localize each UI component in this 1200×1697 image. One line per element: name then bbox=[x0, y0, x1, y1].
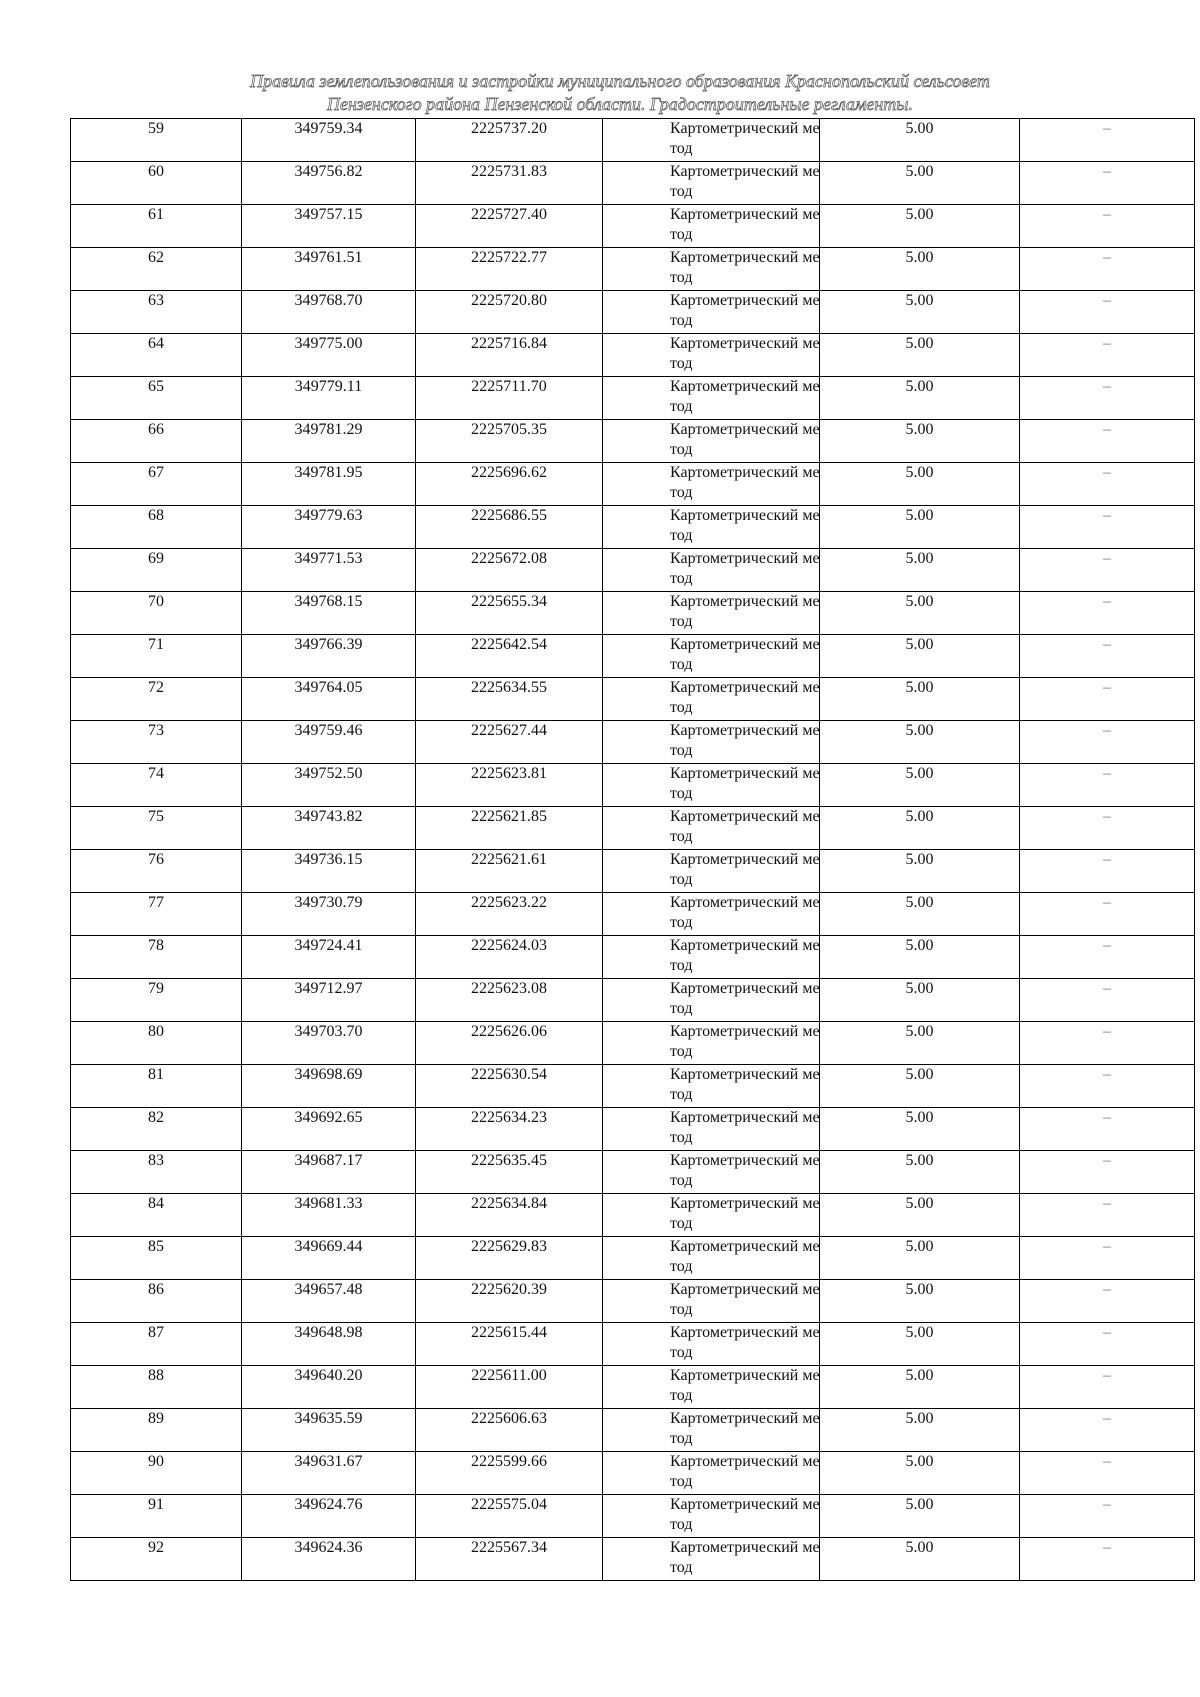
accuracy-cell: 5.00 bbox=[820, 592, 1020, 635]
method-cell bbox=[603, 1452, 820, 1495]
x-coordinate-cell: 349761.51 bbox=[242, 248, 416, 291]
x-coordinate-cell: 349724.41 bbox=[242, 936, 416, 979]
table-row bbox=[71, 764, 1195, 807]
table-row bbox=[71, 807, 1195, 850]
note-cell: – bbox=[1020, 678, 1195, 721]
method-cell bbox=[603, 635, 820, 678]
coordinates-table-body bbox=[71, 119, 1195, 1581]
table-row bbox=[71, 721, 1195, 764]
x-coordinate-cell: 349779.63 bbox=[242, 506, 416, 549]
method-text: Картометрический метод bbox=[670, 335, 820, 372]
x-coordinate-cell: 349698.69 bbox=[242, 1065, 416, 1108]
coordinates-table bbox=[70, 118, 1195, 1581]
note-cell: – bbox=[1020, 1366, 1195, 1409]
y-coordinate-cell: 2225623.22 bbox=[416, 893, 603, 936]
x-coordinate-cell: 349640.20 bbox=[242, 1366, 416, 1409]
accuracy-cell: 5.00 bbox=[820, 506, 1020, 549]
x-coordinate-cell: 349736.15 bbox=[242, 850, 416, 893]
y-coordinate-cell: 2225722.77 bbox=[416, 248, 603, 291]
table-row bbox=[71, 119, 1195, 162]
method-cell bbox=[603, 1538, 820, 1581]
y-coordinate-cell: 2225630.54 bbox=[416, 1065, 603, 1108]
accuracy-cell: 5.00 bbox=[820, 850, 1020, 893]
y-coordinate-cell: 2225611.00 bbox=[416, 1366, 603, 1409]
point-number-cell: 67 bbox=[71, 463, 242, 506]
accuracy-cell: 5.00 bbox=[820, 334, 1020, 377]
y-coordinate-cell: 2225634.55 bbox=[416, 678, 603, 721]
accuracy-cell: 5.00 bbox=[820, 1452, 1020, 1495]
y-coordinate-cell: 2225626.06 bbox=[416, 1022, 603, 1065]
method-text: Картометрический метод bbox=[670, 851, 820, 888]
point-number-cell: 63 bbox=[71, 291, 242, 334]
method-cell bbox=[603, 291, 820, 334]
y-coordinate-cell: 2225737.20 bbox=[416, 119, 603, 162]
accuracy-cell: 5.00 bbox=[820, 1237, 1020, 1280]
table-row bbox=[71, 1237, 1195, 1280]
method-cell bbox=[603, 1151, 820, 1194]
y-coordinate-cell: 2225705.35 bbox=[416, 420, 603, 463]
note-cell: – bbox=[1020, 205, 1195, 248]
method-text: Картометрический метод bbox=[670, 120, 820, 157]
method-cell bbox=[603, 678, 820, 721]
accuracy-cell: 5.00 bbox=[820, 893, 1020, 936]
x-coordinate-cell: 349692.65 bbox=[242, 1108, 416, 1151]
point-number-cell: 79 bbox=[71, 979, 242, 1022]
point-number-cell: 85 bbox=[71, 1237, 242, 1280]
table-row bbox=[71, 1022, 1195, 1065]
y-coordinate-cell: 2225711.70 bbox=[416, 377, 603, 420]
x-coordinate-cell: 349730.79 bbox=[242, 893, 416, 936]
point-number-cell: 90 bbox=[71, 1452, 242, 1495]
method-cell bbox=[603, 162, 820, 205]
method-cell bbox=[603, 1409, 820, 1452]
accuracy-cell: 5.00 bbox=[820, 1151, 1020, 1194]
table-row bbox=[71, 334, 1195, 377]
method-cell bbox=[603, 1065, 820, 1108]
method-cell bbox=[603, 1280, 820, 1323]
y-coordinate-cell: 2225621.61 bbox=[416, 850, 603, 893]
y-coordinate-cell: 2225624.03 bbox=[416, 936, 603, 979]
accuracy-cell: 5.00 bbox=[820, 1065, 1020, 1108]
method-text: Картометрический метод bbox=[670, 593, 820, 630]
point-number-cell: 82 bbox=[71, 1108, 242, 1151]
point-number-cell: 64 bbox=[71, 334, 242, 377]
header-line-1: Правила землепользования и застройки муниципального образования Краснопольский сельсовет bbox=[250, 71, 990, 91]
y-coordinate-cell: 2225634.23 bbox=[416, 1108, 603, 1151]
table-row bbox=[71, 1409, 1195, 1452]
x-coordinate-cell: 349648.98 bbox=[242, 1323, 416, 1366]
table-row bbox=[71, 893, 1195, 936]
accuracy-cell: 5.00 bbox=[820, 463, 1020, 506]
point-number-cell: 83 bbox=[71, 1151, 242, 1194]
method-text: Картометрический метод bbox=[670, 1410, 820, 1447]
table-row bbox=[71, 592, 1195, 635]
note-cell: – bbox=[1020, 1452, 1195, 1495]
note-cell: – bbox=[1020, 1022, 1195, 1065]
note-cell: – bbox=[1020, 807, 1195, 850]
table-row bbox=[71, 1151, 1195, 1194]
point-number-cell: 62 bbox=[71, 248, 242, 291]
accuracy-cell: 5.00 bbox=[820, 1409, 1020, 1452]
table-row bbox=[71, 291, 1195, 334]
x-coordinate-cell: 349757.15 bbox=[242, 205, 416, 248]
method-cell bbox=[603, 205, 820, 248]
method-cell bbox=[603, 463, 820, 506]
method-text: Картометрический метод bbox=[670, 765, 820, 802]
method-text: Картометрический метод bbox=[670, 378, 820, 415]
accuracy-cell: 5.00 bbox=[820, 1194, 1020, 1237]
method-cell bbox=[603, 1022, 820, 1065]
point-number-cell: 69 bbox=[71, 549, 242, 592]
point-number-cell: 73 bbox=[71, 721, 242, 764]
method-cell bbox=[603, 979, 820, 1022]
note-cell: – bbox=[1020, 764, 1195, 807]
x-coordinate-cell: 349781.95 bbox=[242, 463, 416, 506]
method-cell bbox=[603, 764, 820, 807]
accuracy-cell: 5.00 bbox=[820, 807, 1020, 850]
y-coordinate-cell: 2225727.40 bbox=[416, 205, 603, 248]
table-row bbox=[71, 936, 1195, 979]
method-cell bbox=[603, 936, 820, 979]
point-number-cell: 84 bbox=[71, 1194, 242, 1237]
method-text: Картометрический метод bbox=[670, 292, 820, 329]
method-text: Картометрический метод bbox=[670, 1238, 820, 1275]
method-text: Картометрический метод bbox=[670, 1453, 820, 1490]
x-coordinate-cell: 349635.59 bbox=[242, 1409, 416, 1452]
x-coordinate-cell: 349781.29 bbox=[242, 420, 416, 463]
note-cell: – bbox=[1020, 463, 1195, 506]
table-row bbox=[71, 205, 1195, 248]
table-row bbox=[71, 248, 1195, 291]
note-cell: – bbox=[1020, 592, 1195, 635]
accuracy-cell: 5.00 bbox=[820, 721, 1020, 764]
method-text: Картометрический метод bbox=[670, 722, 820, 759]
method-text: Картометрический метод bbox=[670, 1281, 820, 1318]
point-number-cell: 77 bbox=[71, 893, 242, 936]
note-cell: – bbox=[1020, 1323, 1195, 1366]
point-number-cell: 70 bbox=[71, 592, 242, 635]
point-number-cell: 68 bbox=[71, 506, 242, 549]
y-coordinate-cell: 2225627.44 bbox=[416, 721, 603, 764]
note-cell: – bbox=[1020, 1237, 1195, 1280]
accuracy-cell: 5.00 bbox=[820, 377, 1020, 420]
method-cell bbox=[603, 1495, 820, 1538]
table-row bbox=[71, 1108, 1195, 1151]
x-coordinate-cell: 349759.46 bbox=[242, 721, 416, 764]
page-header bbox=[120, 70, 1120, 116]
note-cell: – bbox=[1020, 248, 1195, 291]
method-text: Картометрический метод bbox=[670, 636, 820, 673]
point-number-cell: 72 bbox=[71, 678, 242, 721]
method-text: Картометрический метод bbox=[670, 249, 820, 286]
note-cell: – bbox=[1020, 635, 1195, 678]
point-number-cell: 71 bbox=[71, 635, 242, 678]
y-coordinate-cell: 2225686.55 bbox=[416, 506, 603, 549]
point-number-cell: 59 bbox=[71, 119, 242, 162]
method-text: Картометрический метод bbox=[670, 421, 820, 458]
accuracy-cell: 5.00 bbox=[820, 1366, 1020, 1409]
method-cell bbox=[603, 506, 820, 549]
point-number-cell: 80 bbox=[71, 1022, 242, 1065]
table-row bbox=[71, 635, 1195, 678]
table-row bbox=[71, 549, 1195, 592]
method-text: Картометрический метод bbox=[670, 980, 820, 1017]
accuracy-cell: 5.00 bbox=[820, 1323, 1020, 1366]
method-cell bbox=[603, 893, 820, 936]
table-row bbox=[71, 1538, 1195, 1581]
note-cell: – bbox=[1020, 549, 1195, 592]
point-number-cell: 76 bbox=[71, 850, 242, 893]
table-row bbox=[71, 850, 1195, 893]
table-row bbox=[71, 377, 1195, 420]
method-text: Картометрический метод bbox=[670, 894, 820, 931]
y-coordinate-cell: 2225716.84 bbox=[416, 334, 603, 377]
y-coordinate-cell: 2225655.34 bbox=[416, 592, 603, 635]
note-cell: – bbox=[1020, 936, 1195, 979]
method-text: Картометрический метод bbox=[670, 1539, 820, 1576]
y-coordinate-cell: 2225615.44 bbox=[416, 1323, 603, 1366]
note-cell: – bbox=[1020, 119, 1195, 162]
table-row bbox=[71, 162, 1195, 205]
y-coordinate-cell: 2225731.83 bbox=[416, 162, 603, 205]
table-row bbox=[71, 1452, 1195, 1495]
note-cell: – bbox=[1020, 377, 1195, 420]
table-row bbox=[71, 1323, 1195, 1366]
y-coordinate-cell: 2225606.63 bbox=[416, 1409, 603, 1452]
method-cell bbox=[603, 420, 820, 463]
x-coordinate-cell: 349771.53 bbox=[242, 549, 416, 592]
method-text: Картометрический метод bbox=[670, 937, 820, 974]
method-text: Картометрический метод bbox=[670, 808, 820, 845]
note-cell: – bbox=[1020, 1108, 1195, 1151]
accuracy-cell: 5.00 bbox=[820, 420, 1020, 463]
x-coordinate-cell: 349766.39 bbox=[242, 635, 416, 678]
point-number-cell: 86 bbox=[71, 1280, 242, 1323]
accuracy-cell: 5.00 bbox=[820, 162, 1020, 205]
note-cell: – bbox=[1020, 979, 1195, 1022]
y-coordinate-cell: 2225696.62 bbox=[416, 463, 603, 506]
table-row bbox=[71, 463, 1195, 506]
note-cell: – bbox=[1020, 162, 1195, 205]
note-cell: – bbox=[1020, 420, 1195, 463]
note-cell: – bbox=[1020, 1065, 1195, 1108]
method-text: Картометрический метод bbox=[670, 464, 820, 501]
x-coordinate-cell: 349768.15 bbox=[242, 592, 416, 635]
method-cell bbox=[603, 248, 820, 291]
method-text: Картометрический метод bbox=[670, 163, 820, 200]
note-cell: – bbox=[1020, 1194, 1195, 1237]
y-coordinate-cell: 2225620.39 bbox=[416, 1280, 603, 1323]
y-coordinate-cell: 2225672.08 bbox=[416, 549, 603, 592]
y-coordinate-cell: 2225720.80 bbox=[416, 291, 603, 334]
accuracy-cell: 5.00 bbox=[820, 205, 1020, 248]
accuracy-cell: 5.00 bbox=[820, 549, 1020, 592]
method-text: Картометрический метод bbox=[670, 550, 820, 587]
note-cell: – bbox=[1020, 1538, 1195, 1581]
method-cell bbox=[603, 1237, 820, 1280]
x-coordinate-cell: 349764.05 bbox=[242, 678, 416, 721]
x-coordinate-cell: 349687.17 bbox=[242, 1151, 416, 1194]
method-cell bbox=[603, 1194, 820, 1237]
accuracy-cell: 5.00 bbox=[820, 678, 1020, 721]
point-number-cell: 66 bbox=[71, 420, 242, 463]
method-cell bbox=[603, 549, 820, 592]
y-coordinate-cell: 2225635.45 bbox=[416, 1151, 603, 1194]
x-coordinate-cell: 349657.48 bbox=[242, 1280, 416, 1323]
y-coordinate-cell: 2225621.85 bbox=[416, 807, 603, 850]
x-coordinate-cell: 349743.82 bbox=[242, 807, 416, 850]
point-number-cell: 87 bbox=[71, 1323, 242, 1366]
x-coordinate-cell: 349624.76 bbox=[242, 1495, 416, 1538]
table-row bbox=[71, 678, 1195, 721]
method-text: Картометрический метод bbox=[670, 1195, 820, 1232]
x-coordinate-cell: 349752.50 bbox=[242, 764, 416, 807]
y-coordinate-cell: 2225567.34 bbox=[416, 1538, 603, 1581]
method-cell bbox=[603, 592, 820, 635]
accuracy-cell: 5.00 bbox=[820, 1495, 1020, 1538]
x-coordinate-cell: 349759.34 bbox=[242, 119, 416, 162]
note-cell: – bbox=[1020, 1495, 1195, 1538]
method-text: Картометрический метод bbox=[670, 1367, 820, 1404]
point-number-cell: 65 bbox=[71, 377, 242, 420]
note-cell: – bbox=[1020, 893, 1195, 936]
x-coordinate-cell: 349624.36 bbox=[242, 1538, 416, 1581]
method-text: Картометрический метод bbox=[670, 1324, 820, 1361]
method-cell bbox=[603, 807, 820, 850]
note-cell: – bbox=[1020, 721, 1195, 764]
table-row bbox=[71, 1366, 1195, 1409]
accuracy-cell: 5.00 bbox=[820, 1280, 1020, 1323]
point-number-cell: 89 bbox=[71, 1409, 242, 1452]
note-cell: – bbox=[1020, 291, 1195, 334]
method-cell bbox=[603, 1108, 820, 1151]
method-text: Картометрический метод bbox=[670, 507, 820, 544]
x-coordinate-cell: 349756.82 bbox=[242, 162, 416, 205]
accuracy-cell: 5.00 bbox=[820, 936, 1020, 979]
x-coordinate-cell: 349703.70 bbox=[242, 1022, 416, 1065]
point-number-cell: 74 bbox=[71, 764, 242, 807]
x-coordinate-cell: 349779.11 bbox=[242, 377, 416, 420]
y-coordinate-cell: 2225623.08 bbox=[416, 979, 603, 1022]
x-coordinate-cell: 349669.44 bbox=[242, 1237, 416, 1280]
note-cell: – bbox=[1020, 334, 1195, 377]
method-text: Картометрический метод bbox=[670, 1109, 820, 1146]
note-cell: – bbox=[1020, 1151, 1195, 1194]
method-cell bbox=[603, 1366, 820, 1409]
accuracy-cell: 5.00 bbox=[820, 1538, 1020, 1581]
table-row bbox=[71, 1280, 1195, 1323]
method-cell bbox=[603, 119, 820, 162]
note-cell: – bbox=[1020, 506, 1195, 549]
table-row bbox=[71, 1194, 1195, 1237]
note-cell: – bbox=[1020, 1409, 1195, 1452]
y-coordinate-cell: 2225642.54 bbox=[416, 635, 603, 678]
point-number-cell: 88 bbox=[71, 1366, 242, 1409]
accuracy-cell: 5.00 bbox=[820, 248, 1020, 291]
method-cell bbox=[603, 850, 820, 893]
table-row bbox=[71, 420, 1195, 463]
point-number-cell: 75 bbox=[71, 807, 242, 850]
method-cell bbox=[603, 334, 820, 377]
method-text: Картометрический метод bbox=[670, 679, 820, 716]
table-row bbox=[71, 1065, 1195, 1108]
accuracy-cell: 5.00 bbox=[820, 979, 1020, 1022]
method-cell bbox=[603, 721, 820, 764]
point-number-cell: 92 bbox=[71, 1538, 242, 1581]
method-text: Картометрический метод bbox=[670, 1496, 820, 1533]
method-text: Картометрический метод bbox=[670, 1152, 820, 1189]
header-line-2: Пензенского района Пензенской области. Градостроительные регламенты. bbox=[326, 94, 913, 114]
method-text: Картометрический метод bbox=[670, 206, 820, 243]
y-coordinate-cell: 2225599.66 bbox=[416, 1452, 603, 1495]
accuracy-cell: 5.00 bbox=[820, 119, 1020, 162]
method-text: Картометрический метод bbox=[670, 1066, 820, 1103]
y-coordinate-cell: 2225629.83 bbox=[416, 1237, 603, 1280]
accuracy-cell: 5.00 bbox=[820, 291, 1020, 334]
table-row bbox=[71, 1495, 1195, 1538]
x-coordinate-cell: 349768.70 bbox=[242, 291, 416, 334]
note-cell: – bbox=[1020, 850, 1195, 893]
x-coordinate-cell: 349712.97 bbox=[242, 979, 416, 1022]
point-number-cell: 91 bbox=[71, 1495, 242, 1538]
accuracy-cell: 5.00 bbox=[820, 1108, 1020, 1151]
table-row bbox=[71, 506, 1195, 549]
point-number-cell: 60 bbox=[71, 162, 242, 205]
y-coordinate-cell: 2225623.81 bbox=[416, 764, 603, 807]
y-coordinate-cell: 2225634.84 bbox=[416, 1194, 603, 1237]
note-cell: – bbox=[1020, 1280, 1195, 1323]
x-coordinate-cell: 349681.33 bbox=[242, 1194, 416, 1237]
method-cell bbox=[603, 1323, 820, 1366]
table-row bbox=[71, 979, 1195, 1022]
method-cell bbox=[603, 377, 820, 420]
point-number-cell: 81 bbox=[71, 1065, 242, 1108]
point-number-cell: 61 bbox=[71, 205, 242, 248]
x-coordinate-cell: 349775.00 bbox=[242, 334, 416, 377]
method-text: Картометрический метод bbox=[670, 1023, 820, 1060]
accuracy-cell: 5.00 bbox=[820, 1022, 1020, 1065]
accuracy-cell: 5.00 bbox=[820, 764, 1020, 807]
accuracy-cell: 5.00 bbox=[820, 635, 1020, 678]
y-coordinate-cell: 2225575.04 bbox=[416, 1495, 603, 1538]
point-number-cell: 78 bbox=[71, 936, 242, 979]
x-coordinate-cell: 349631.67 bbox=[242, 1452, 416, 1495]
